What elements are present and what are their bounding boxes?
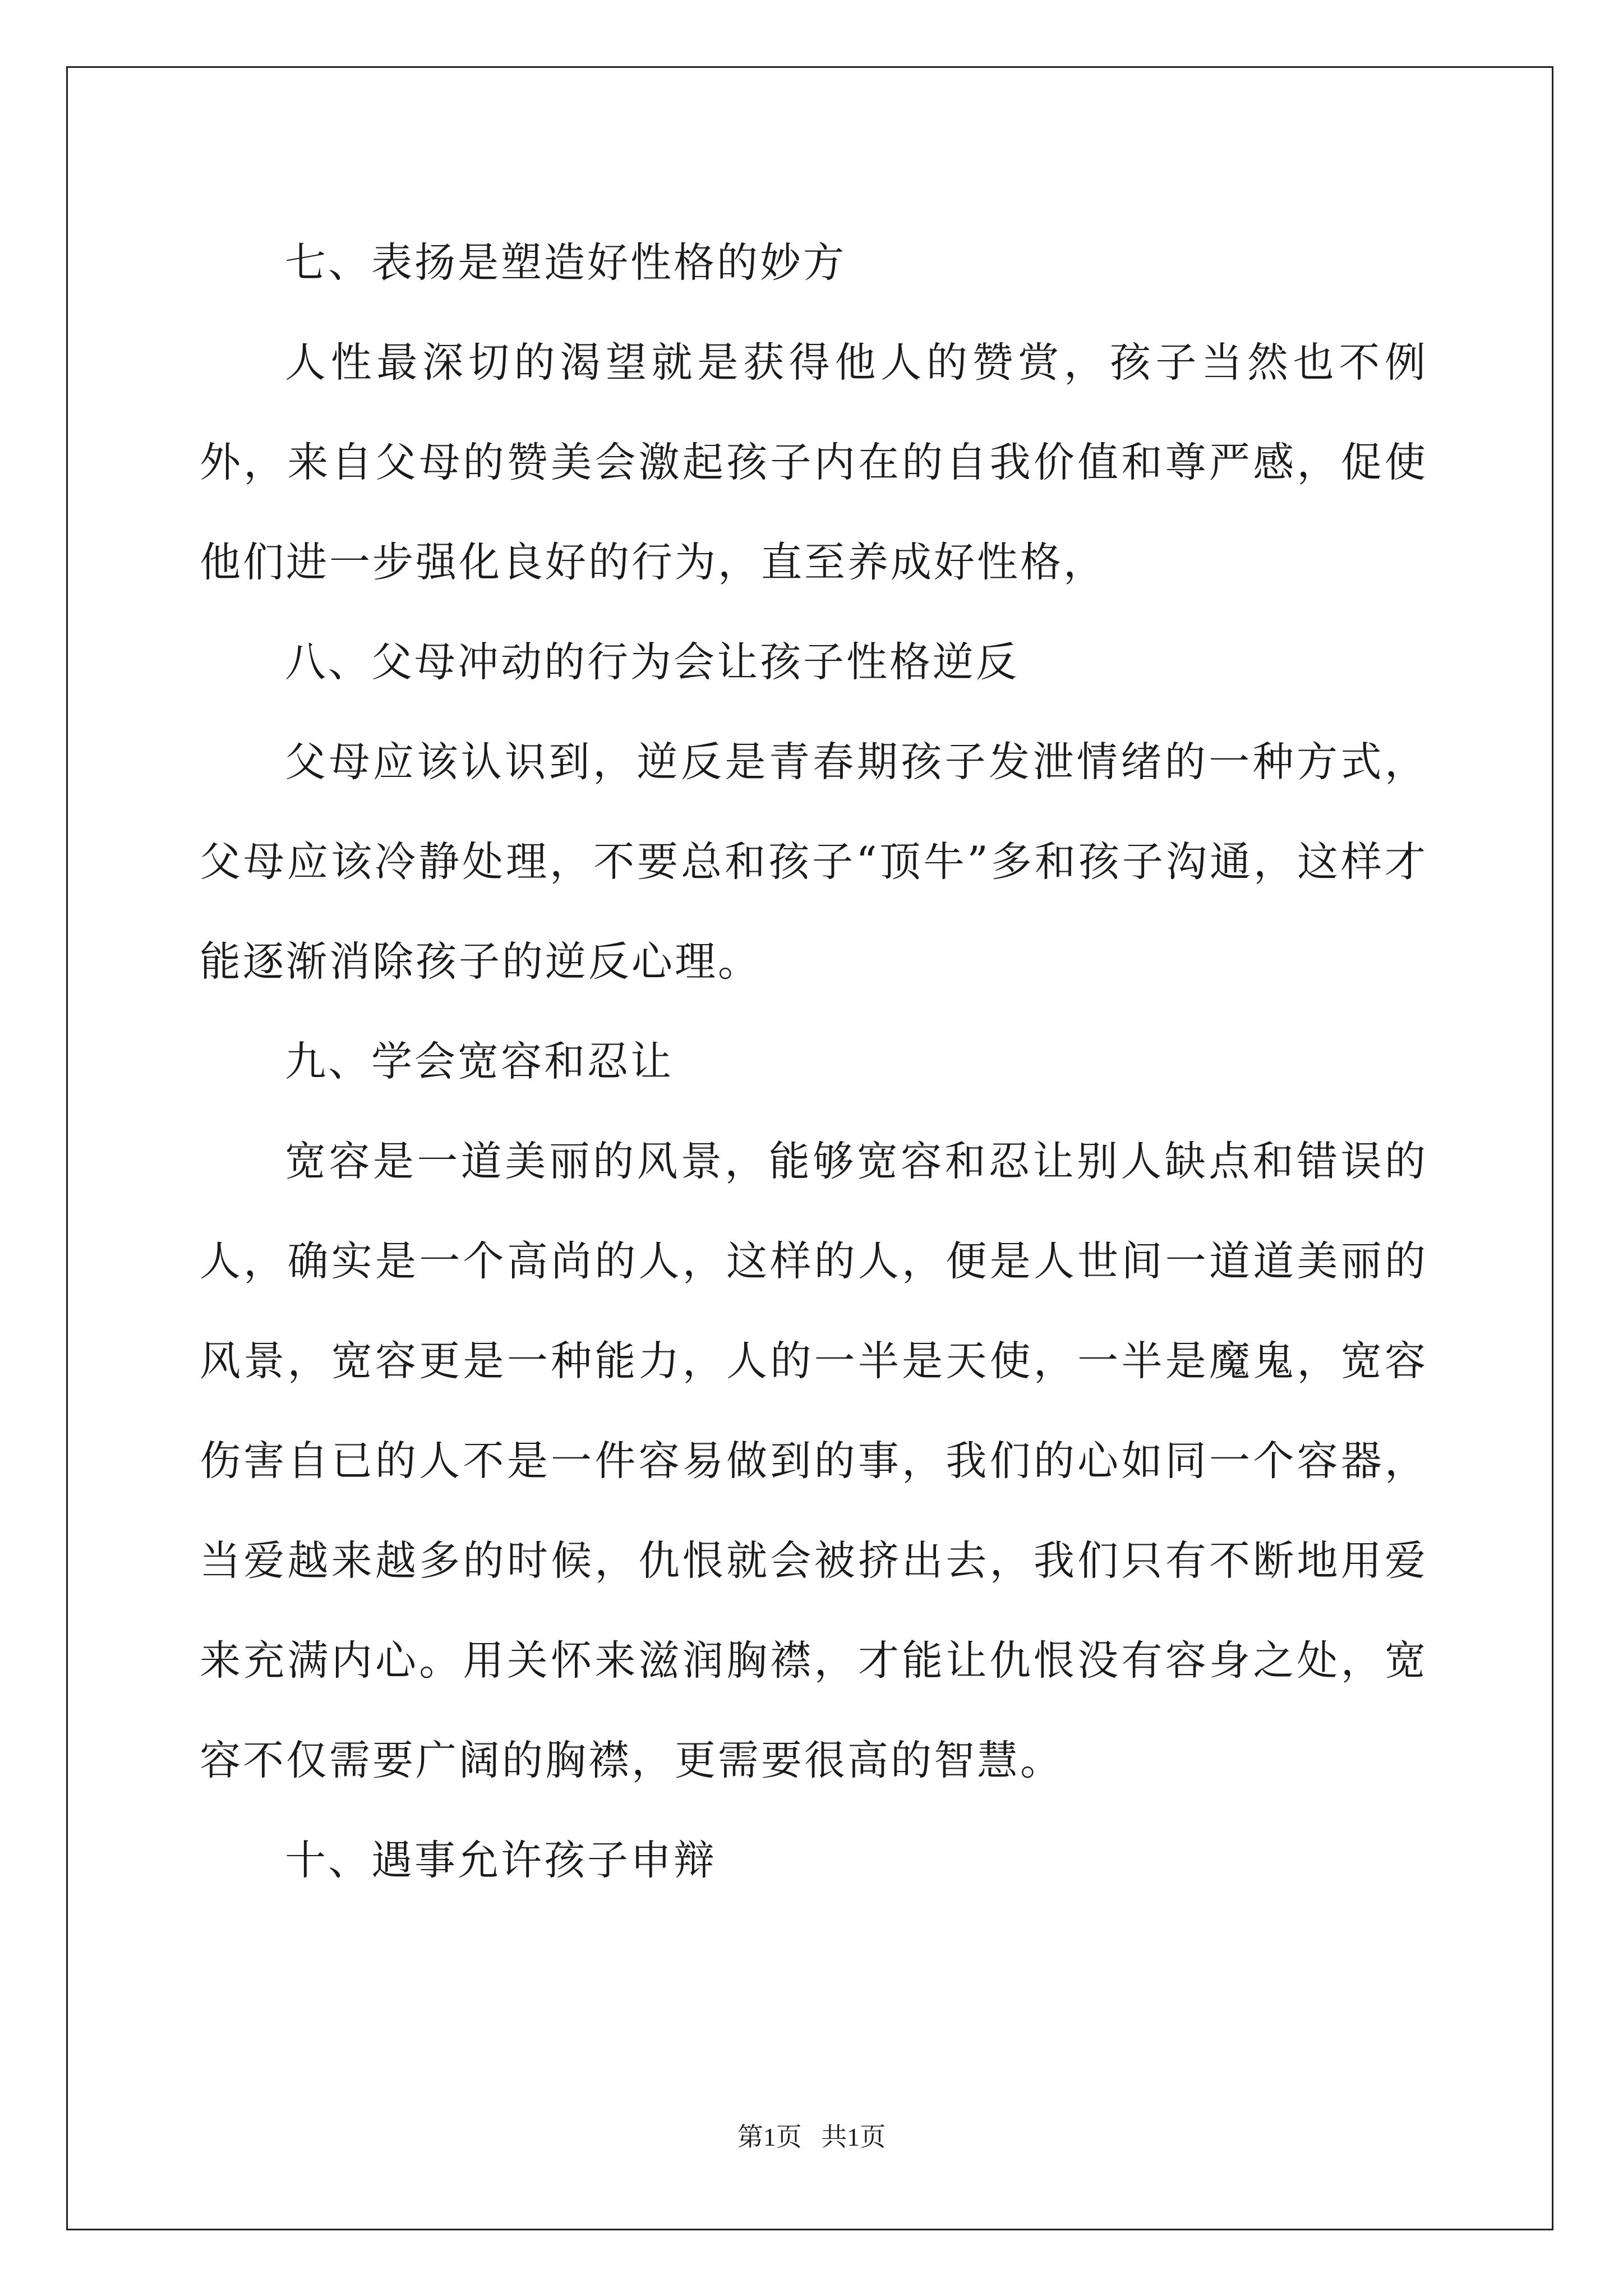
page-footer [0, 2120, 1623, 2154]
section-heading-9: 九、学会宽容和忍让 [285, 1038, 674, 1085]
page-number: 第1页 共1页 [737, 2123, 886, 2151]
paragraph-tolerance: 宽容是一道美丽的风景，能够宽容和忍让别人缺点和错误的人，确实是一个高尚的人，这样的人，便是人世间一道道美丽的风景，宽容更是一种能力，人的一半是天使，一半是魔鬼，宽容伤害自已的人不是一件容易做到的事，我们的心如同一个容器，当爱越来越多的时候，仇恨就会被挤出去，我们只有不断地用爱来充满内心。用关怀来滋润胸襟，才能让仇恨没有容身之处，宽容不仅需要广阔的胸襟，更需要很高的智慧。 [200, 1138, 1428, 1784]
section-heading-10: 十、遇事允许孩子申辩 [285, 1837, 717, 1884]
paragraph-rebellion: 父母应该认识到，逆反是青春期孩子发泄情绪的一种方式，父母应该冷静处理，不要总和孩子“顶牛”多和孩子沟通，这样才能逐渐消除孩子的逆反心理。 [200, 738, 1428, 986]
document-body [200, 213, 1428, 1911]
section-heading-8: 八、父母冲动的行为会让孩子性格逆反 [285, 638, 1019, 686]
paragraph-praise: 人性最深切的渴望就是获得他人的赞赏，孩子当然也不例外，来自父母的赞美会激起孩子内在的自我价值和尊严感，促使他们进一步强化良好的行为，直至养成好性格， [200, 339, 1428, 586]
section-heading-7: 七、表扬是塑造好性格的妙方 [285, 239, 846, 287]
